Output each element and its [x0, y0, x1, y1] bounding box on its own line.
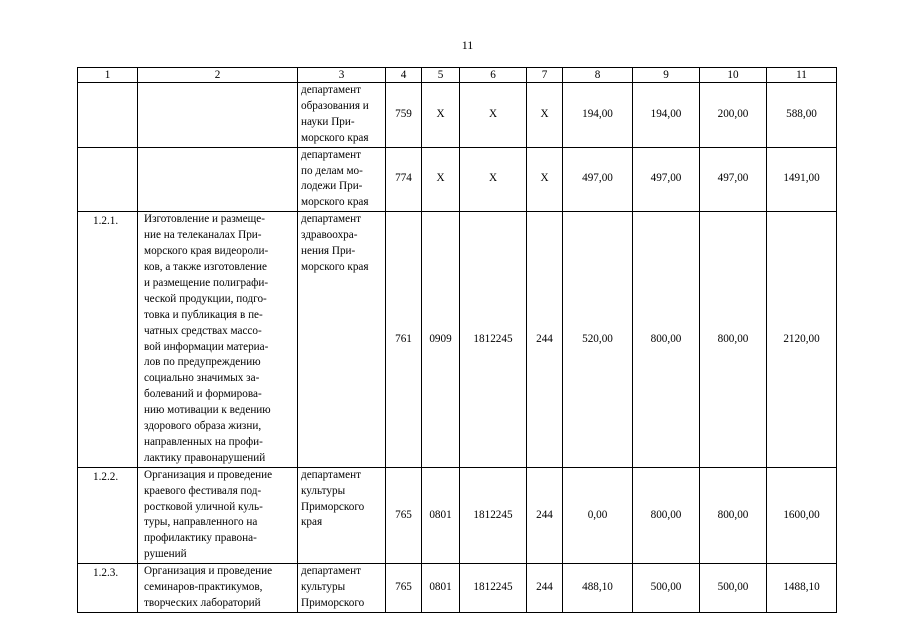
department-name-line: департамент — [301, 84, 361, 96]
row-number — [78, 147, 138, 212]
ministry-code: 761 — [386, 212, 422, 468]
amount-year-3: 800,00 — [700, 467, 767, 563]
activity-name-line: направленных на профи- — [144, 435, 263, 448]
amount-year-1: 520,00 — [563, 212, 633, 468]
department-name-line: культуры — [301, 484, 346, 497]
activity-name-line: социально значимых за- — [144, 372, 260, 385]
ministry-code: 765 — [386, 564, 422, 613]
column-header: 6 — [460, 68, 527, 83]
column-header: 4 — [386, 68, 422, 83]
department-name-line: департамент — [301, 148, 361, 161]
ministry-code: 759 — [386, 83, 422, 148]
budget-table — [77, 67, 837, 613]
table-row — [78, 467, 837, 563]
target-article-code: 1812245 — [460, 212, 527, 468]
amount-year-3: 500,00 — [700, 564, 767, 613]
row-number — [78, 83, 138, 148]
department-name-line: здравоохра- — [301, 229, 358, 242]
target-article-code: 1812245 — [460, 467, 527, 563]
department-name — [298, 147, 386, 212]
activity-name-line: краевого фестиваля под- — [144, 484, 262, 497]
column-header: 11 — [767, 68, 837, 83]
department-name-line: лодежи При- — [301, 180, 363, 193]
column-header: 1 — [78, 68, 138, 83]
expense-type-code: 244 — [527, 212, 563, 468]
activity-name-line: и размещение полиграфи- — [144, 276, 269, 289]
amount-year-1: 0,00 — [563, 467, 633, 563]
amount-year-2: 800,00 — [633, 467, 700, 563]
activity-name-line: лактику правонарушений — [144, 451, 266, 464]
department-name-line: края — [301, 516, 323, 529]
activity-name — [138, 147, 298, 212]
activity-name-line: туры, направленного на — [144, 516, 258, 529]
activity-name — [138, 212, 298, 468]
amount-year-1: 488,10 — [563, 564, 633, 613]
activity-name — [138, 83, 298, 148]
expense-type-code: 244 — [527, 564, 563, 613]
activity-name-line: профилактику правона- — [144, 532, 257, 545]
amount-year-2: 500,00 — [633, 564, 700, 613]
target-article-code: Х — [460, 147, 527, 212]
department-name-line: морского края — [301, 260, 369, 273]
amount-total: 1488,10 — [767, 564, 837, 613]
column-header: 8 — [563, 68, 633, 83]
amount-year-3: 497,00 — [700, 147, 767, 212]
amount-year-2: 497,00 — [633, 147, 700, 212]
department-name — [298, 83, 386, 148]
activity-name-line: товка и публикация в пе- — [144, 308, 263, 321]
activity-name-line: чатных средствах массо- — [144, 324, 262, 337]
activity-name — [138, 467, 298, 563]
expense-type-code: 244 — [527, 467, 563, 563]
activity-name-line: Организация и проведение — [144, 565, 273, 578]
activity-name-line: Организация и проведение — [144, 468, 273, 481]
department-name-line: образования и — [301, 99, 369, 112]
expense-type-code: Х — [527, 83, 563, 148]
activity-name-line: ческой продукции, подго- — [144, 292, 267, 305]
activity-name-line: рушений — [144, 548, 187, 561]
department-name-line: департамент — [301, 468, 361, 481]
amount-year-2: 194,00 — [633, 83, 700, 148]
column-header: 9 — [633, 68, 700, 83]
activity-name-line: вой информации материа- — [144, 340, 269, 353]
ministry-code: 765 — [386, 467, 422, 563]
activity-name-line: нию мотивации к ведению — [144, 404, 271, 417]
section-code: 0801 — [422, 564, 460, 613]
department-name — [298, 212, 386, 468]
department-name-line: науки При- — [301, 115, 355, 128]
amount-total: 2120,00 — [767, 212, 837, 468]
activity-name-line: болеваний и формирова- — [144, 388, 262, 401]
department-name-line: морского края — [301, 131, 369, 144]
department-name-line: Приморского — [301, 597, 365, 609]
department-name-line: Приморского — [301, 500, 365, 513]
column-header: 7 — [527, 68, 563, 83]
amount-year-3: 800,00 — [700, 212, 767, 468]
row-number: 1.2.1. — [78, 212, 138, 468]
table-row — [78, 83, 837, 148]
column-header: 10 — [700, 68, 767, 83]
department-name-line: департамент — [301, 565, 361, 578]
department-name-line: нения При- — [301, 245, 356, 258]
activity-name-line: семинаров-практикумов, — [144, 581, 263, 594]
department-name-line: департамент — [301, 213, 361, 226]
section-code: Х — [422, 147, 460, 212]
column-header: 5 — [422, 68, 460, 83]
table-body — [78, 83, 837, 613]
column-header: 2 — [138, 68, 298, 83]
activity-name-line: ние на телеканалах При- — [144, 229, 262, 242]
amount-year-3: 200,00 — [700, 83, 767, 148]
activity-name-line: творческих лабораторий — [144, 597, 261, 609]
table-row — [78, 564, 837, 613]
row-number: 1.2.2. — [78, 467, 138, 563]
header-row — [78, 68, 837, 83]
activity-name — [138, 564, 298, 613]
amount-total: 1491,00 — [767, 147, 837, 212]
page-number: 11 — [461, 38, 474, 52]
activity-name-line: Изготовление и размеще- — [144, 213, 265, 226]
amount-year-1: 497,00 — [563, 147, 633, 212]
department-name-line: морского края — [301, 196, 369, 209]
activity-name-line: лов по предупреждению — [144, 356, 261, 369]
target-article-code: Х — [460, 83, 527, 148]
department-name-line: по делам мо- — [301, 164, 363, 177]
target-article-code: 1812245 — [460, 564, 527, 613]
department-name-line: культуры — [301, 581, 346, 594]
activity-name-line: здорового образа жизни, — [144, 420, 262, 433]
section-code: 0909 — [422, 212, 460, 468]
row-number: 1.2.3. — [78, 564, 138, 613]
section-code: 0801 — [422, 467, 460, 563]
amount-year-2: 800,00 — [633, 212, 700, 468]
table-row — [78, 212, 837, 468]
activity-name-line: морского края видеороли- — [144, 245, 269, 258]
table-row — [78, 147, 837, 212]
section-code: Х — [422, 83, 460, 148]
department-name — [298, 564, 386, 613]
department-name — [298, 467, 386, 563]
amount-total: 1600,00 — [767, 467, 837, 563]
activity-name-line: ростковой уличной куль- — [144, 500, 263, 513]
ministry-code: 774 — [386, 147, 422, 212]
column-header: 3 — [298, 68, 386, 83]
amount-year-1: 194,00 — [563, 83, 633, 148]
activity-name-line: ков, а также изготовление — [144, 260, 267, 273]
expense-type-code: Х — [527, 147, 563, 212]
amount-total: 588,00 — [767, 83, 837, 148]
